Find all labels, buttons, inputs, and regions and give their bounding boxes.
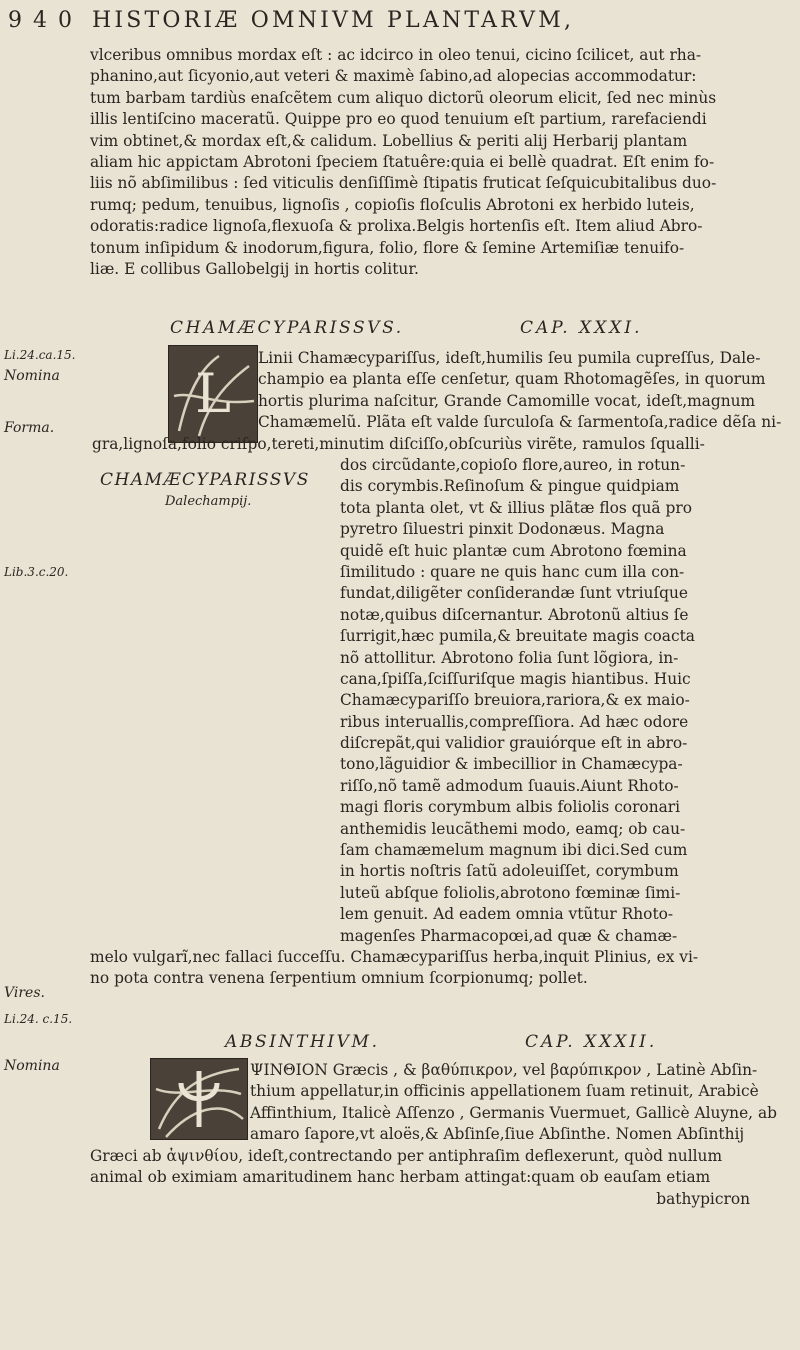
ornament-icon — [151, 1059, 247, 1139]
text-line: Chamæmelũ. Plãta eſt valde ſurculoſa & ſarmentoſa,radice dẽſa ni- — [258, 413, 782, 432]
text-line: illis lentiſcino maceratũ. Quippe pro eo quod tenuium eſt partium, rarefaciendi — [90, 110, 707, 129]
figure-author: Dalechampij. — [165, 494, 252, 509]
chapter-intro — [250, 1060, 800, 1146]
text-line: tota planta olet, vt & illius plãtæ flos quã pro — [340, 498, 692, 517]
text-line: rumq; pedum, tenuibus, lignoſis , copioſis floſculis Abrotoni ex herbido luteis, — [90, 195, 695, 214]
text-line: ribus interuallis,compreſſiora. Ad hæc odore — [340, 712, 689, 731]
text-line: Affinthium, Italicè Aſſenzo , Germanis Vuermuet, Gallicè Aluyne, ab — [250, 1103, 777, 1122]
top-paragraph — [90, 45, 770, 280]
text-line: tono,lãguidior & imbecillior in Chamæcypa- — [340, 755, 683, 774]
text-line: tum barbam tardiùs enaſcẽtem cum aliquo dictorũ oleorum elicit, ſed nec minùs — [90, 88, 717, 107]
chapter-title: CHAMÆCYPARISSVS. — [170, 318, 404, 338]
text-line: hortis plurima naſcitur, Grande Camomille vocat, ideſt,magnum — [258, 391, 756, 410]
text-line: cana,ſpiſſa,ſciſſuriſque magis hiantibus. Huic — [340, 669, 691, 688]
text-line: Græci ab ἀψινθίου, ideſt,contrectando per antiphraſim deflexerunt, quòd nullum — [90, 1147, 723, 1165]
text-line: tonum inſipidum & inodorum,figura, folio, flore & ſemine Artemiſiæ tenuifo- — [90, 238, 685, 257]
text-line: diſcrepãt,qui validior grauiórque eſt in abro- — [340, 734, 688, 753]
page-number: 9 4 0 — [8, 8, 74, 33]
text-line: gra,lignoſa,folio criſpo,tereti,minutim diſciſſo,obſcuriùs virẽte, ramulos ſqualli- — [92, 434, 705, 453]
chapter-body — [90, 1146, 770, 1210]
ornament-icon — [169, 346, 257, 442]
svg-text:L: L — [195, 362, 231, 425]
margin-reference: Lib.3.c.20. — [4, 565, 69, 579]
text-line: nõ attollitur. Abrotono folia ſunt lõgiora, in- — [340, 648, 679, 667]
chapter-number: CAP. XXXI. — [520, 318, 643, 338]
text-line: thium appellatur,in officinis appellationem ſuam retinuit, Arabicè — [250, 1082, 759, 1101]
margin-note-forma: Forma. — [4, 420, 55, 436]
margin-note-vires: Vires. — [4, 985, 45, 1001]
chapter-end — [90, 947, 770, 990]
text-line: fundat,diligẽter conſiderandæ ſunt vtriuſque — [340, 584, 689, 603]
text-line: amaro ſapore,vt aloës,& Abſinſe,ſiue Abſinthe. Nomen Abſinthij — [250, 1125, 745, 1144]
text-line: magi floris corymbum albis foliolis coronari — [340, 798, 681, 817]
text-line: melo vulgarĩ,nec fallaci ſucceſſu. Chamæcypariſſus herba,inquit Plinius, ex vi- — [90, 948, 699, 966]
decorated-initial — [168, 345, 258, 443]
margin-note-nomina: Nomina — [4, 368, 60, 384]
page-header — [0, 6, 800, 38]
chapter-intro-cont — [92, 434, 772, 455]
text-line: phanino,aut ſicyonio,aut veteri & maximè ſabino,ad alopecias accommodatur: — [90, 67, 697, 86]
figure-caption: CHAMÆCYPARISSVS — [100, 470, 310, 490]
text-line: odoratis:radice lignoſa,flexuoſa & prolixa.Belgis hortenſis eſt. Item aliud Abro- — [90, 217, 703, 236]
text-line: liis nõ abſimilibus : ſed viticulis denſiſſimè ſtipatis fruticat ſeſquicubitalibus duo- — [90, 174, 717, 193]
decorated-initial — [150, 1058, 248, 1140]
text-line: vlceribus omnibus mordax eſt : ac idcirco in oleo tenui, cicino ſcilicet, aut rha- — [90, 46, 702, 64]
chapter-number: CAP. XXXII. — [525, 1032, 658, 1052]
text-line: notæ,quibus diſcernantur. Abrotonũ altius ſe — [340, 605, 689, 624]
text-line: aliam hic appictam Abrotoni ſpeciem ſtatuêre:quia ei bellè quadrat. Eſt enim fo- — [90, 152, 715, 171]
text-line: Linii Chamæcypariſſus, ideſt,humilis ſeu pumila cupreſſus, Dale- — [258, 349, 761, 367]
text-line: liæ. E collibus Gallobelgij in hortis colitur. — [90, 259, 419, 278]
text-line: luteũ abſque foliolis,abrotono fœminæ ſimi- — [340, 883, 681, 902]
chapter-intro — [258, 348, 800, 434]
running-title: HISTORIÆ OMNIVM PLANTARVM, — [92, 8, 575, 33]
text-line: ΨΙΝΘΙΟΝ Græcis , & βαθύπικρον, vel βαρύπικρον , Latinè Abſin- — [250, 1061, 758, 1079]
margin-note-nomina: Nomina — [4, 1058, 60, 1074]
text-line: lem genuit. Ad eadem omnia vtũtur Rhoto- — [340, 905, 674, 924]
text-line: no pota contra venena ſerpentium omnium ſcorpionumq; pollet. — [90, 969, 588, 988]
text-line: ſimilitudo : quare ne quis hanc cum illa con- — [340, 562, 685, 581]
text-line: magenſes Pharmacopœi,ad quæ & chamæ- — [340, 926, 678, 945]
text-column — [340, 455, 770, 947]
text-line: vim obtinet,& mordax eſt,& calidum. Lobellius & periti alij Herbarij plantam — [90, 131, 688, 150]
text-line: ſurrigit,hæc pumila,& breuitate magis coacta — [340, 627, 695, 646]
margin-reference: Li.24.ca.15. — [4, 348, 76, 362]
text-line: pyretro ſiluestri pinxit Dodonæus. Magna — [340, 520, 665, 539]
text-line: dis corymbis.Reſinoſum & pingue quidpiam — [340, 477, 680, 496]
text-line: dos circũdante,copioſo flore,aureo, in rotun- — [340, 456, 686, 474]
catchword: bathypicron — [656, 1189, 750, 1208]
text-line: in hortis noſtris ſatũ adoleuiſſet, corymbum — [340, 862, 679, 881]
text-line: quidẽ eſt huic plantæ cum Abrotono fœmina — [340, 541, 687, 560]
chapter-title: ABSINTHIVM. — [225, 1032, 380, 1052]
text-line: Chamæcypariſſo breuiora,rariora,& ex maio- — [340, 691, 690, 710]
margin-reference: Li.24. c.15. — [4, 1012, 73, 1026]
text-line: riſſo,nõ tamẽ admodum ſuauis.Aiunt Rhoto- — [340, 776, 679, 795]
text-line: champio ea planta eſſe cenſetur, quam Rhotomagẽſes, in quorum — [258, 370, 766, 389]
text-line: animal ob eximiam amaritudinem hanc herbam attingat:quam ob eauſam etiam — [90, 1168, 711, 1187]
text-line: anthemidis leucãthemi modo, eamq; ob cau- — [340, 819, 686, 838]
text-line: ſam chamæmelum magnum ibi dici.Sed cum — [340, 841, 688, 860]
